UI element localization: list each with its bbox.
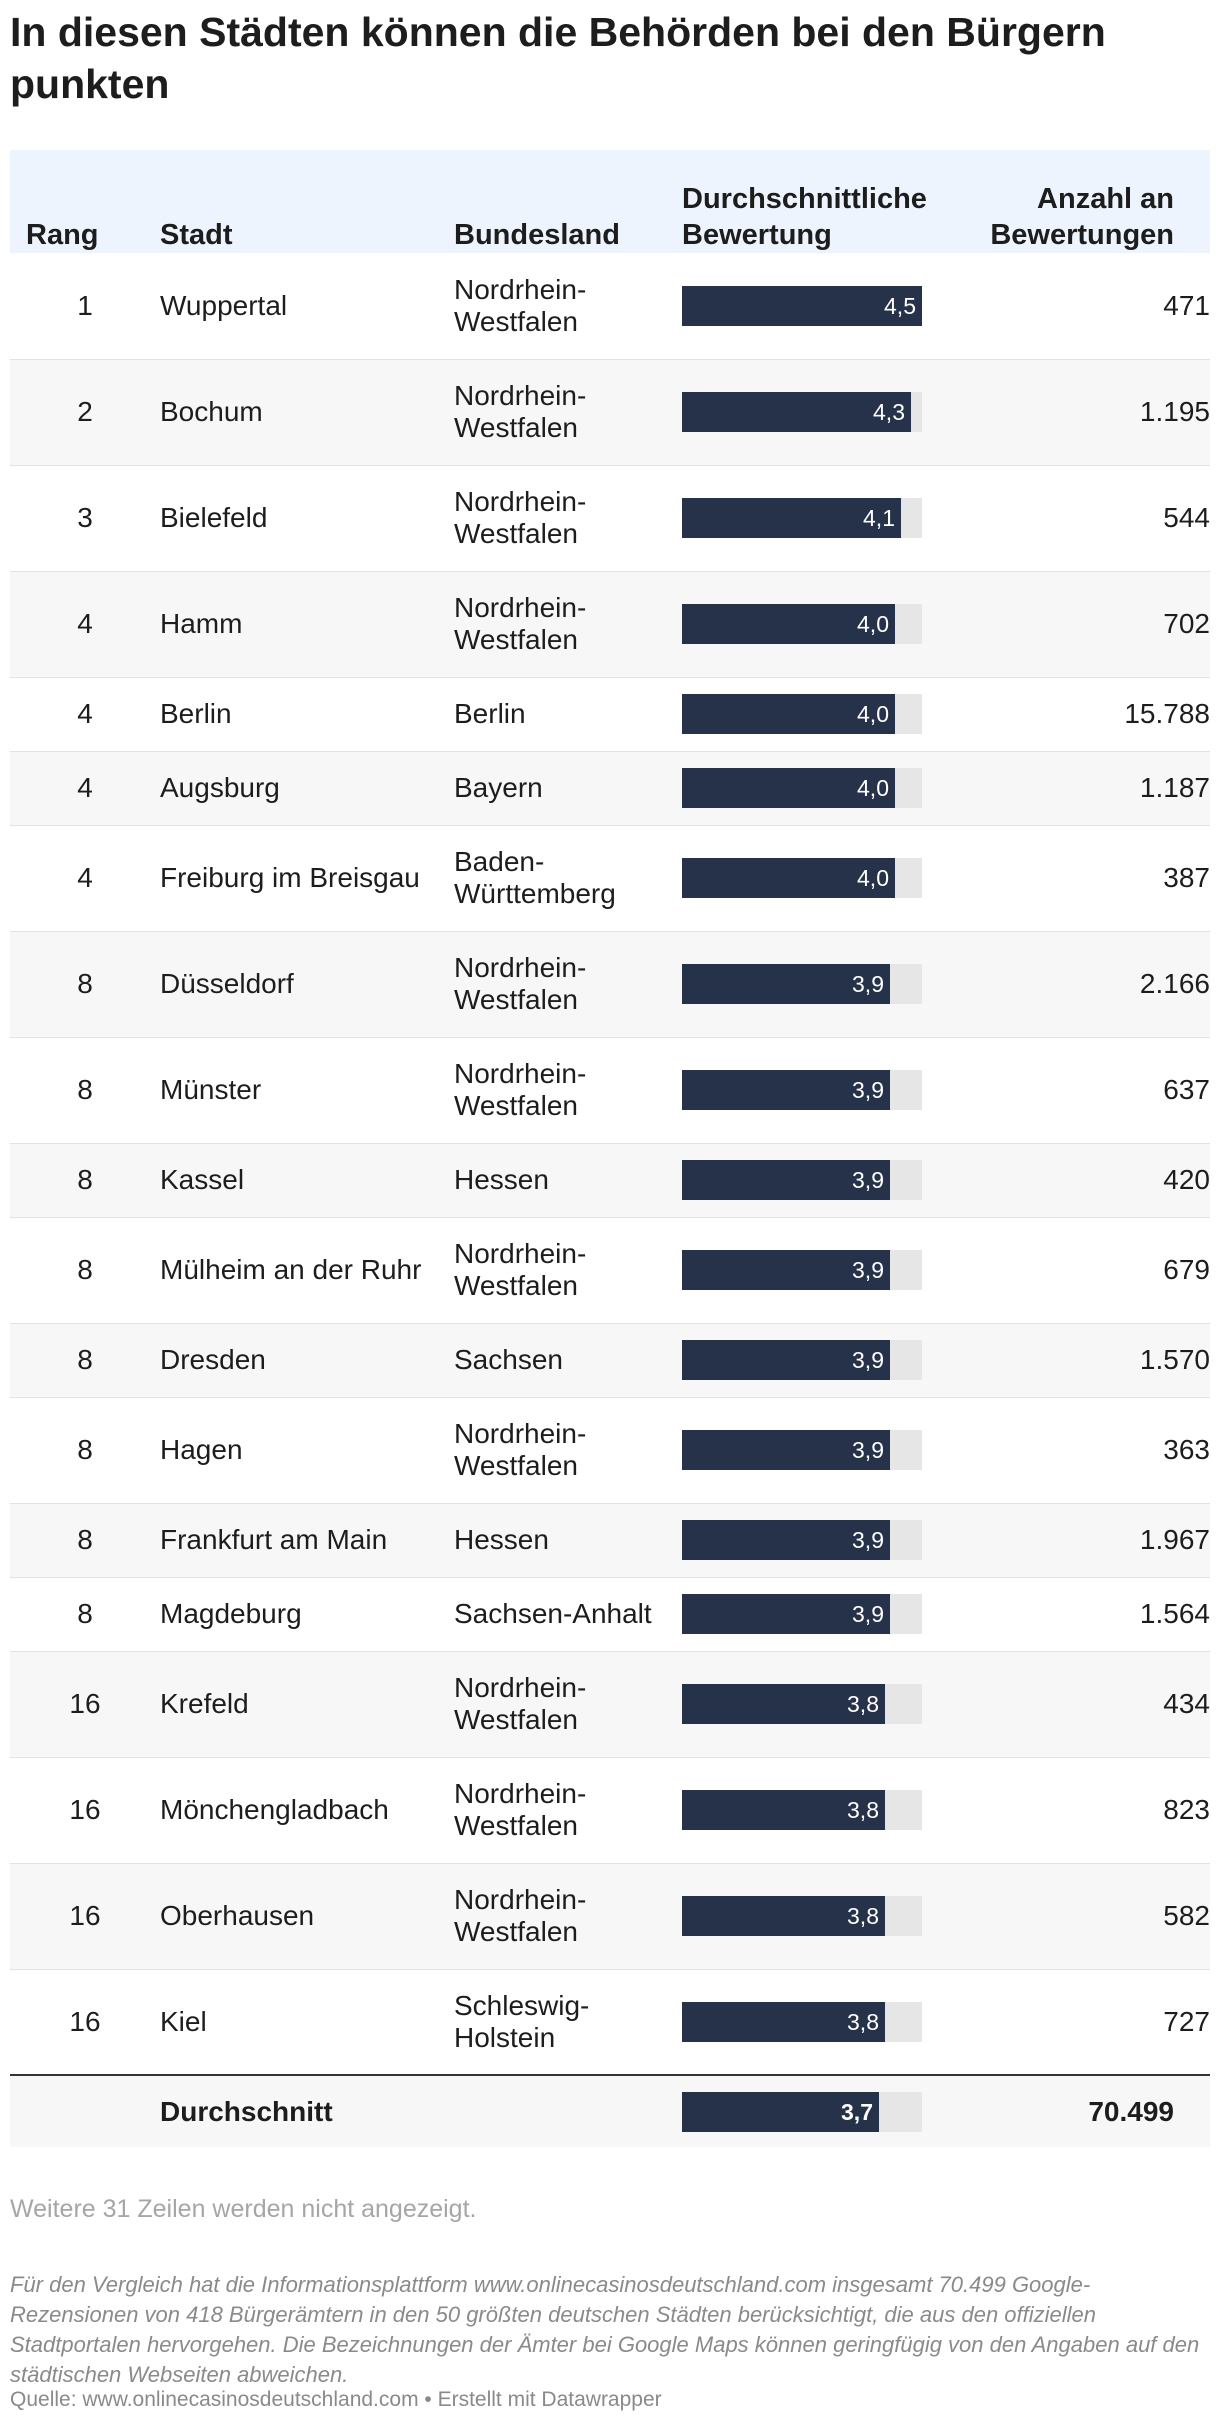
rank-cell: 4 xyxy=(10,571,160,677)
table-row xyxy=(10,751,1210,825)
rating-cell xyxy=(682,1503,968,1577)
rating-bar xyxy=(682,286,922,326)
table-row xyxy=(10,825,1210,931)
rank-cell: 8 xyxy=(10,931,160,1037)
rating-label: 3,8 xyxy=(847,1903,879,1929)
rating-label: 3,8 xyxy=(847,1691,879,1717)
rating-label: 3,9 xyxy=(852,1437,884,1463)
rating-bar-track xyxy=(682,858,922,898)
column-header-rating[interactable]: Durchschnittliche Bewertung xyxy=(682,150,968,253)
rating-cell xyxy=(682,677,968,751)
rating-bar-track xyxy=(682,1520,922,1560)
state-cell: Schleswig-Holstein xyxy=(454,1969,682,2075)
table-row xyxy=(10,1397,1210,1503)
state-cell: Sachsen-Anhalt xyxy=(454,1577,682,1651)
rank-cell: 8 xyxy=(10,1323,160,1397)
table-row xyxy=(10,1143,1210,1217)
rating-bar xyxy=(682,1070,890,1110)
count-cell: 1.570 xyxy=(968,1323,1210,1397)
summary-rank-cell xyxy=(10,2075,160,2147)
rating-cell xyxy=(682,1323,968,1397)
city-cell: Kiel xyxy=(160,1969,454,2075)
rating-label: 4,1 xyxy=(863,505,895,531)
rating-cell xyxy=(682,571,968,677)
city-cell: Hamm xyxy=(160,571,454,677)
rating-bar xyxy=(682,1790,885,1830)
count-cell: 702 xyxy=(968,571,1210,677)
rating-bar xyxy=(682,1160,890,1200)
rating-label: 4,3 xyxy=(873,399,905,425)
state-cell: Baden-Württemberg xyxy=(454,825,682,931)
rating-cell xyxy=(682,751,968,825)
count-cell: 387 xyxy=(968,825,1210,931)
table-row xyxy=(10,1577,1210,1651)
rating-label: 3,9 xyxy=(852,1601,884,1627)
count-cell: 1.187 xyxy=(968,751,1210,825)
rating-cell xyxy=(682,931,968,1037)
table-row xyxy=(10,253,1210,359)
city-cell: Wuppertal xyxy=(160,253,454,359)
state-cell: Nordrhein-Westfalen xyxy=(454,931,682,1037)
rating-label: 3,9 xyxy=(852,1077,884,1103)
table-row xyxy=(10,1969,1210,2075)
rank-cell: 16 xyxy=(10,1863,160,1969)
rating-bar-track xyxy=(682,1340,922,1380)
table-row xyxy=(10,1863,1210,1969)
city-cell: Bochum xyxy=(160,359,454,465)
rank-cell: 8 xyxy=(10,1397,160,1503)
state-cell: Nordrhein-Westfalen xyxy=(454,1757,682,1863)
count-cell: 434 xyxy=(968,1651,1210,1757)
rating-cell xyxy=(682,1037,968,1143)
rating-bar-track xyxy=(682,1790,922,1830)
rating-bar xyxy=(682,2002,885,2042)
city-cell: Mülheim an der Ruhr xyxy=(160,1217,454,1323)
rank-cell: 16 xyxy=(10,1757,160,1863)
rating-bar xyxy=(682,964,890,1004)
city-cell: Kassel xyxy=(160,1143,454,1217)
rank-cell: 8 xyxy=(10,1037,160,1143)
rating-bar xyxy=(682,1430,890,1470)
rating-bar-track xyxy=(682,604,922,644)
count-cell: 15.788 xyxy=(968,677,1210,751)
state-cell: Nordrhein-Westfalen xyxy=(454,1217,682,1323)
rating-bar-track xyxy=(682,286,922,326)
rating-bar-track xyxy=(682,2002,922,2042)
rank-cell: 8 xyxy=(10,1577,160,1651)
footnote: Für den Vergleich hat die Informationsplattform www.onlinecasinosdeutschland.com insgesamt 70.499 Google-Rezensionen von 418 Bürgerämtern in den 50 größten deutschen Städten berücksichtigt, die aus den offiziellen Stadtportalen hervorgehen. Die Bezeichnungen der Ämter bei Google Maps können geringfügig von den Angaben auf den städtischen Webseiten abweichen. xyxy=(10,2272,1200,2387)
city-cell: Freiburg im Breisgau xyxy=(160,825,454,931)
count-cell: 471 xyxy=(968,253,1210,359)
city-cell: Münster xyxy=(160,1037,454,1143)
table-row xyxy=(10,465,1210,571)
table-row xyxy=(10,1651,1210,1757)
city-cell: Krefeld xyxy=(160,1651,454,1757)
count-cell: 637 xyxy=(968,1037,1210,1143)
state-cell: Sachsen xyxy=(454,1323,682,1397)
state-cell: Nordrhein-Westfalen xyxy=(454,465,682,571)
rating-bar xyxy=(682,604,895,644)
table-row xyxy=(10,1217,1210,1323)
summary-state-cell xyxy=(454,2075,682,2147)
source-line: Quelle: www.onlinecasinosdeutschland.com • Erstellt mit Datawrapper xyxy=(10,2388,662,2411)
table-row xyxy=(10,571,1210,677)
state-cell: Berlin xyxy=(454,677,682,751)
rank-cell: 2 xyxy=(10,359,160,465)
state-cell: Nordrhein-Westfalen xyxy=(454,1651,682,1757)
state-cell: Nordrhein-Westfalen xyxy=(454,359,682,465)
rating-bar xyxy=(682,392,911,432)
rank-cell: 8 xyxy=(10,1503,160,1577)
rank-cell: 3 xyxy=(10,465,160,571)
rating-bar xyxy=(682,768,895,808)
table-header-row xyxy=(10,150,1210,253)
rating-bar-track xyxy=(682,768,922,808)
count-cell: 2.166 xyxy=(968,931,1210,1037)
summary-rating-cell xyxy=(682,2075,968,2147)
rank-cell: 1 xyxy=(10,253,160,359)
rating-bar-track xyxy=(682,1070,922,1110)
state-cell: Hessen xyxy=(454,1503,682,1577)
rating-bar-track xyxy=(682,392,922,432)
rating-bar xyxy=(682,858,895,898)
city-cell: Frankfurt am Main xyxy=(160,1503,454,1577)
rating-label: 4,0 xyxy=(857,775,889,801)
state-cell: Hessen xyxy=(454,1143,682,1217)
rating-label: 3,9 xyxy=(852,971,884,997)
rating-bar xyxy=(682,1250,890,1290)
rating-cell xyxy=(682,1969,968,2075)
state-cell: Nordrhein-Westfalen xyxy=(454,253,682,359)
rating-cell xyxy=(682,1863,968,1969)
rating-label: 4,0 xyxy=(857,611,889,637)
city-cell: Düsseldorf xyxy=(160,931,454,1037)
rating-bar xyxy=(682,1896,885,1936)
rating-bar-track xyxy=(682,1896,922,1936)
summary-rating-bar xyxy=(682,2092,879,2132)
rating-cell xyxy=(682,1397,968,1503)
rating-bar xyxy=(682,1340,890,1380)
table-row xyxy=(10,677,1210,751)
rating-cell xyxy=(682,1651,968,1757)
city-cell: Magdeburg xyxy=(160,1577,454,1651)
city-cell: Oberhausen xyxy=(160,1863,454,1969)
city-cell: Augsburg xyxy=(160,751,454,825)
column-header-rank[interactable]: Rang xyxy=(10,150,160,253)
summary-count: 70.499 xyxy=(968,2075,1210,2147)
rank-cell: 8 xyxy=(10,1143,160,1217)
city-cell: Berlin xyxy=(160,677,454,751)
count-cell: 420 xyxy=(968,1143,1210,1217)
rating-bar-track xyxy=(682,1250,922,1290)
column-header-city[interactable]: Stadt xyxy=(160,150,454,253)
rating-cell xyxy=(682,359,968,465)
table-row xyxy=(10,1323,1210,1397)
table-row xyxy=(10,1037,1210,1143)
chart-title: In diesen Städten können die Behörden bei den Bürgern punkten xyxy=(10,9,1106,107)
rating-bar xyxy=(682,1594,890,1634)
rating-cell xyxy=(682,1577,968,1651)
count-cell: 1.564 xyxy=(968,1577,1210,1651)
rating-cell xyxy=(682,825,968,931)
rating-bar xyxy=(682,694,895,734)
rating-bar-track xyxy=(682,498,922,538)
rating-label: 3,8 xyxy=(847,2008,879,2035)
rank-cell: 4 xyxy=(10,751,160,825)
hidden-rows-note: Weitere 31 Zeilen werden nicht angezeigt. xyxy=(10,2195,477,2223)
column-header-count[interactable]: Anzahl an Bewertungen xyxy=(968,150,1210,253)
rating-cell xyxy=(682,253,968,359)
count-cell: 544 xyxy=(968,465,1210,571)
city-cell: Mönchengladbach xyxy=(160,1757,454,1863)
rating-bar-track xyxy=(682,694,922,734)
rating-cell xyxy=(682,1143,968,1217)
rating-bar-track xyxy=(682,1430,922,1470)
table-body xyxy=(10,253,1210,2075)
rating-label: 4,0 xyxy=(857,701,889,727)
city-cell: Bielefeld xyxy=(160,465,454,571)
rating-label: 4,0 xyxy=(857,865,889,891)
city-cell: Hagen xyxy=(160,1397,454,1503)
rating-cell xyxy=(682,465,968,571)
city-cell: Dresden xyxy=(160,1323,454,1397)
count-cell: 582 xyxy=(968,1863,1210,1969)
summary-rating-label: 3,7 xyxy=(841,2098,873,2125)
rank-cell: 16 xyxy=(10,1651,160,1757)
state-cell: Nordrhein-Westfalen xyxy=(454,571,682,677)
table-row xyxy=(10,359,1210,465)
rating-label: 3,9 xyxy=(852,1257,884,1283)
rank-cell: 4 xyxy=(10,825,160,931)
rating-bar-track xyxy=(682,964,922,1004)
table-row xyxy=(10,931,1210,1037)
rating-bar xyxy=(682,1684,885,1724)
rating-bar xyxy=(682,1520,890,1560)
rating-label: 3,9 xyxy=(852,1347,884,1373)
rating-bar-track xyxy=(682,1160,922,1200)
count-cell: 727 xyxy=(968,1969,1210,2075)
state-cell: Bayern xyxy=(454,751,682,825)
state-cell: Nordrhein-Westfalen xyxy=(454,1037,682,1143)
state-cell: Nordrhein-Westfalen xyxy=(454,1397,682,1503)
table-row xyxy=(10,1757,1210,1863)
count-cell: 679 xyxy=(968,1217,1210,1323)
count-cell: 1.967 xyxy=(968,1503,1210,1577)
state-cell: Nordrhein-Westfalen xyxy=(454,1863,682,1969)
table-row xyxy=(10,1503,1210,1577)
rating-cell xyxy=(682,1757,968,1863)
rating-label: 4,5 xyxy=(884,292,916,319)
rating-bar xyxy=(682,498,901,538)
rating-label: 3,8 xyxy=(847,1797,879,1823)
count-cell: 1.195 xyxy=(968,359,1210,465)
rank-cell: 8 xyxy=(10,1217,160,1323)
summary-row xyxy=(10,2075,1210,2147)
rating-bar-track xyxy=(682,1594,922,1634)
rating-bar-track xyxy=(682,1684,922,1724)
column-header-state[interactable]: Bundesland xyxy=(454,150,682,253)
ranking-table xyxy=(10,150,1210,2147)
rank-cell: 16 xyxy=(10,1969,160,2075)
summary-label: Durchschnitt xyxy=(160,2075,454,2147)
count-cell: 363 xyxy=(968,1397,1210,1503)
rating-label: 3,9 xyxy=(852,1167,884,1193)
count-cell: 823 xyxy=(968,1757,1210,1863)
rating-label: 3,9 xyxy=(852,1527,884,1553)
rank-cell: 4 xyxy=(10,677,160,751)
rating-bar-track xyxy=(682,2092,922,2132)
rating-cell xyxy=(682,1217,968,1323)
